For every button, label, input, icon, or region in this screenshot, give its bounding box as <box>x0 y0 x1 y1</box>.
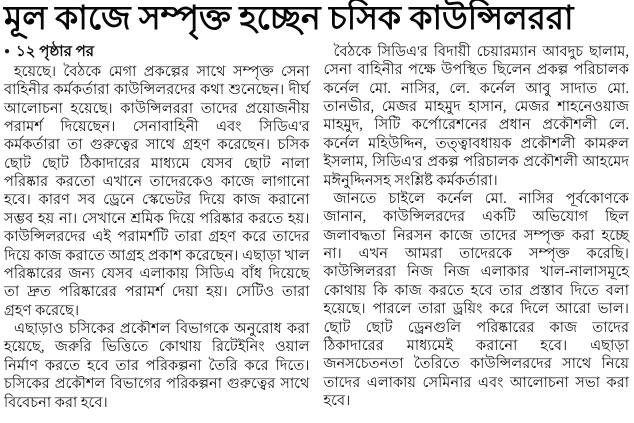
article-paragraph: বৈঠকে সিডিএ'র বিদায়ী চেয়ারম্যান আবদুচ ছালাম, সেনা বাহিনীর পক্ষে উপস্থিত ছিলেন প্রকল্প পরিচালক কর্নেল মো. নাসির, লে. কর্নেল আবু সাদাত মো. তানভীর, মেজর মাহমুদ হাসান, মেজর শাহনেওয়াজ মাহমুদ, সিটি কর্পোরেশনের প্রধান প্রকৌশলী লে. কর্নেল মহিউদ্দিন, তত্ত্বাবধায়ক প্রকৌশলী কামরুল ইসলাম, সিডিএ'র প্রকল্প পরিচালক প্রকৌশলী আহমেদ মঈনুদ্দিনসহ সংশ্লিষ্ট কর্মকর্তারা। <box>323 43 629 189</box>
article-column-left <box>4 43 310 412</box>
article-headline: মূল কাজে সম্পৃক্ত হচ্ছেন চসিক কাউন্সিলররা <box>4 1 574 37</box>
continuation-dateline <box>4 43 310 62</box>
article-paragraph: হয়েছে। বৈঠকে মেগা প্রকল্পের সাথে সম্পৃক্ত সেনা বাহিনীর কর্মকর্তারা কাউন্সিলরদের কথা শুনেছেন। দীর্ঘ আলোচনা হয়েছে। কাউন্সিলররা তাদের প্রয়োজনীয় পরামর্শ দিয়েছেন। সেনাবাহিনী এবং সিডিএ'র কর্মকর্তারা তা গুরুত্বের সাথে গ্রহণ করেছেন। চসিক ছোট ছোট ঠিকাদারের মাধ্যমে যেসব ছোট নালা পরিষ্কার করতো এখানে তাদেরকেও কাজে লাগানো হবে। কারণ সব ড্রেনে স্কেভেটর দিয়ে কাজ করানো সম্ভব হয় না। সেখানে শ্রমিক দিয়ে পরিষ্কার করতে হয়। কাউন্সিলরদের এই পরামর্শটি তারা গ্রহণ করে তাদের দিয়ে কাজ করাতে আগ্রহ প্রকাশ করেছেন। এছাড়া খাল পরিষ্কারের জন্য যেসব এলাকায় সিডিএ বাঁধ দিয়েছে তা দ্রুত পরিষ্কারের পরামর্শ দেয়া হয়। সেটিও তারা গ্রহণ করেছে। <box>4 63 310 319</box>
article-paragraph: জানতে চাইলে কর্নেল মো. নাসির পূর্বকোণকে জানান, কাউন্সিলরদের একটি অভিযোগ ছিল জলাবদ্ধতা নিরসন কাজে তাদের সম্পৃক্ত করা হচ্ছে না। এখন আমরা তাদেরকে সম্পৃক্ত করেছি। কাউন্সিলররা নিজ নিজ এলাকার খাল-নালাসমূহে কোথায় কি কাজ করতে হবে তার প্রস্তাব দিতে বলা হয়েছে। পারলে তারা ড্রয়িং করে দিলে আরো ভাল। ছোট ছোট ড্রেনগুলি পরিষ্কারের কাজ তাদের ঠিকাদারের মাধ্যমেই করানো হবে। এছাড়া জনসচেতনতা তৈরিতে কাউন্সিলরদের সাথে নিয়ে তাদের এলাকায় সেমিনার এবং আলোচনা সভা করা হবে। <box>323 190 629 410</box>
continuation-label: ১২ পৃষ্ঠার পর <box>16 43 95 60</box>
article-columns <box>4 43 629 412</box>
article-paragraph: এছাড়াও চসিকের প্রকৌশল বিভাগকে অনুরোধ করা হয়েছে, জরুরি ভিত্তিতে কোথায় রিটেইনিং ওয়াল নির্মাণ করতে হবে তার পরিকল্পনা তৈরি করে দিতে। চসিকের প্রকৌশল বিভাগের পরিকল্পনা গুরুত্বের সাথে বিবেচনা করা হবে। <box>4 321 310 411</box>
bullet-icon: ● <box>4 46 11 58</box>
article-column-right <box>324 43 630 412</box>
